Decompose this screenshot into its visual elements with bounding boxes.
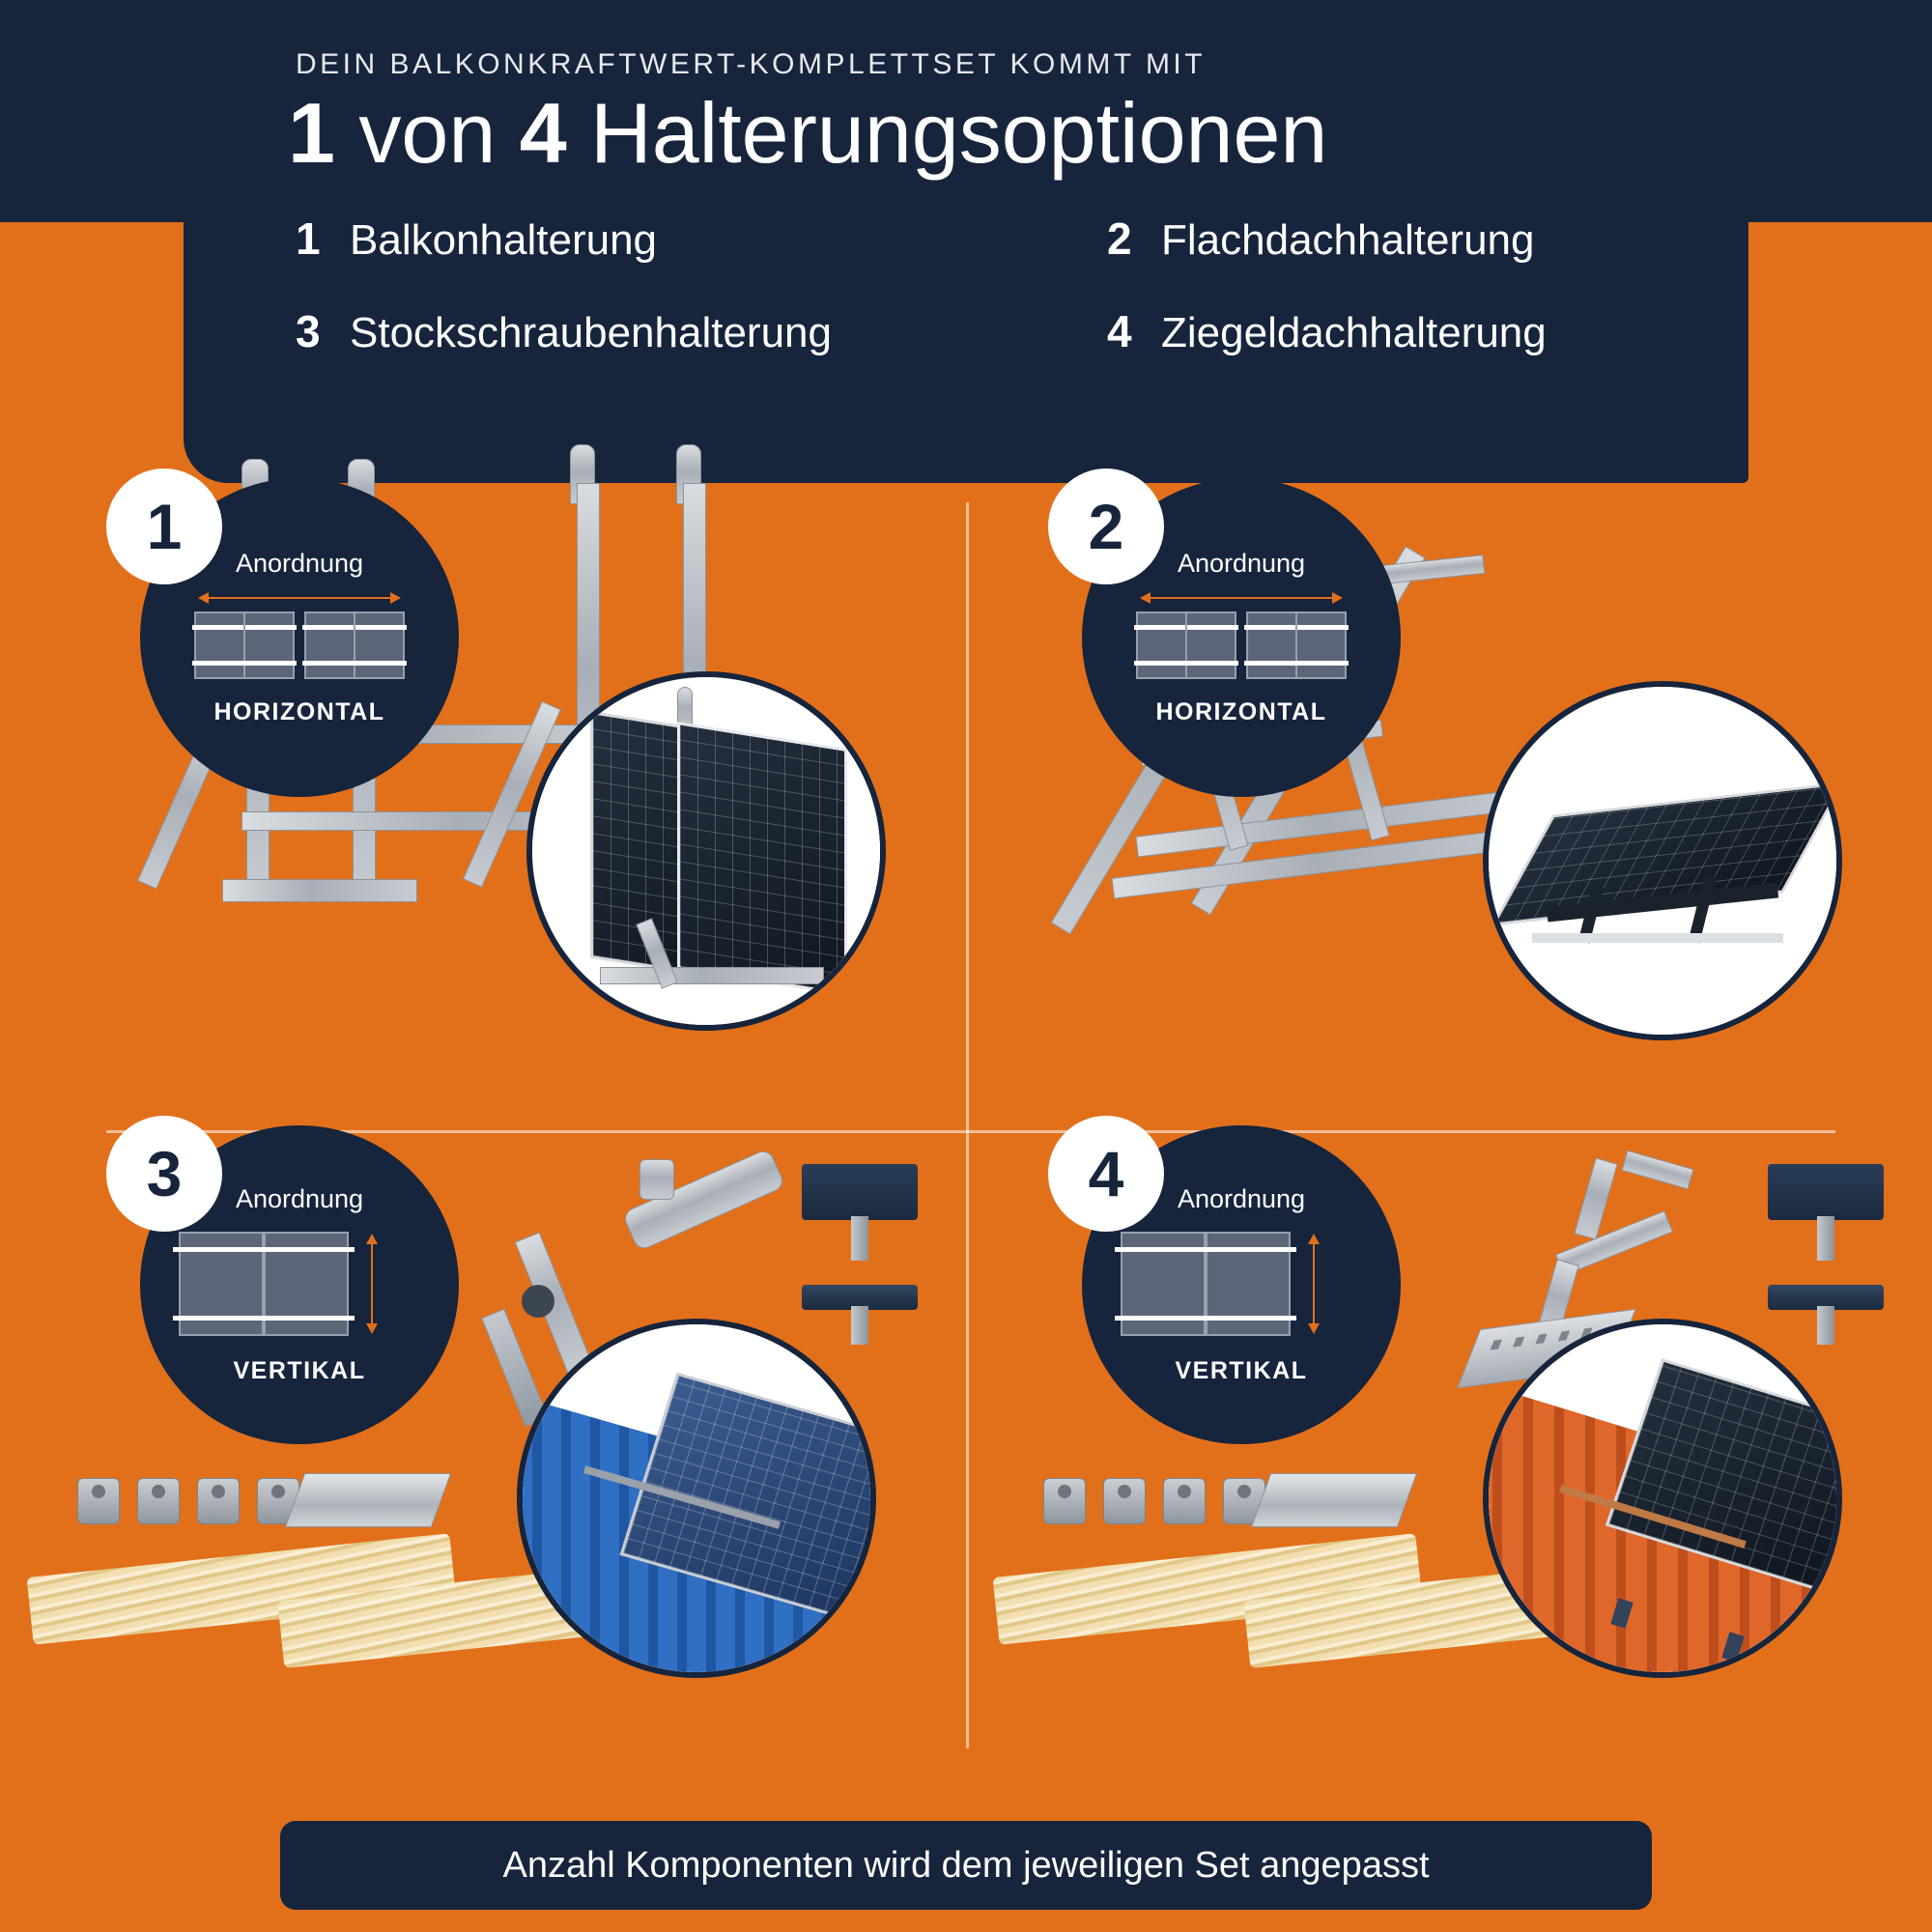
end-clamp-lower (802, 1285, 918, 1310)
roof-hook-upper-arm (1574, 1157, 1618, 1239)
arrow-horizontal-icon (1140, 590, 1343, 606)
option-number-3: 3 (296, 306, 321, 357)
option-number-2: 2 (1107, 213, 1132, 265)
arrangement-diagram-horizontal-1 (184, 590, 415, 683)
option-item-3 (296, 305, 1107, 357)
option-label-4: Ziegeldachhalterung (1161, 309, 1547, 357)
anordnung-title-4: Anordnung (1177, 1184, 1306, 1213)
anordnung-title-3: Anordnung (235, 1184, 364, 1213)
rail-connector-tray-4 (1251, 1473, 1417, 1527)
arrangement-panel (264, 1232, 349, 1336)
nut (77, 1478, 120, 1524)
option-label-2: Flachdachhalterung (1161, 216, 1535, 265)
headline-rest: Halterungsoptionen (590, 85, 1328, 181)
anordnung-title-1: Anordnung (235, 549, 364, 578)
nut (1103, 1478, 1146, 1524)
quadrant-balkonhalterung (0, 493, 966, 1130)
footer-note-text: Anzahl Komponenten wird dem jeweiligen Set angepasst (502, 1844, 1430, 1886)
arrow-vertical-icon (364, 1234, 380, 1334)
arrangement-panel (1136, 611, 1236, 679)
anordnung-footer-3: VERTIKAL (233, 1357, 366, 1384)
roof-hook-tip (1621, 1151, 1693, 1190)
arrangement-diagram-horizontal-2 (1125, 590, 1357, 683)
option-item-2 (1107, 213, 1706, 265)
quadrant-badge-1: 1 (106, 469, 222, 584)
hanger-bolt-nut (639, 1159, 674, 1200)
nut (1163, 1478, 1206, 1524)
option-label-1: Balkonhalterung (350, 216, 658, 265)
option-item-4 (1107, 305, 1706, 357)
end-clamp-upper (802, 1164, 918, 1220)
quadrant-badge-4: 4 (1048, 1116, 1164, 1232)
nut (197, 1478, 240, 1524)
quadrant-stockschraubenhalterung (0, 1140, 966, 1777)
quadrant-badge-2: 2 (1048, 469, 1164, 584)
arrangement-panel (1121, 1232, 1206, 1336)
grid-divider-horizontal (106, 1130, 1835, 1133)
nut (137, 1478, 180, 1524)
product-photo-ziegeldachhalterung (1483, 1319, 1842, 1678)
header-panel (184, 0, 1748, 483)
nut-set-3 (77, 1478, 299, 1524)
product-photo-stockschraubenhalterung (517, 1319, 876, 1678)
headline-middle-word: von (358, 85, 497, 181)
quadrant-badge-3: 3 (106, 1116, 222, 1232)
anordnung-footer-2: HORIZONTAL (1155, 698, 1327, 725)
arrangement-panel (179, 1232, 264, 1336)
page-title (288, 85, 1690, 181)
header-kicker: DEIN BALKONKRAFTWERT-KOMPLETTSET KOMMT MIT (296, 48, 1207, 80)
arrangement-panel (1246, 611, 1347, 679)
balcony-foot-1 (222, 879, 417, 902)
option-number-4: 4 (1107, 306, 1132, 357)
nut-set-4 (1043, 1478, 1265, 1524)
end-clamp-lower-4 (1768, 1285, 1884, 1310)
pv-module-front (677, 722, 847, 996)
headline-number-4: 4 (519, 85, 567, 181)
anordnung-footer-1: HORIZONTAL (213, 698, 385, 725)
hanger-bolt-seal (522, 1285, 554, 1318)
product-photo-balkonhalterung (526, 671, 886, 1031)
footer-note-bar (280, 1821, 1652, 1910)
quadrant-ziegeldachhalterung (966, 1140, 1932, 1777)
rail-connector-tray-3 (285, 1473, 451, 1527)
arrangement-panel (1206, 1232, 1291, 1336)
option-number-1: 1 (296, 213, 321, 265)
nut (1043, 1478, 1086, 1524)
option-item-1 (296, 213, 1107, 265)
options-list (296, 213, 1706, 357)
anordnung-title-2: Anordnung (1177, 549, 1306, 578)
arrangement-panel (304, 611, 405, 679)
option-label-3: Stockschraubenhalterung (350, 309, 832, 357)
product-photo-flachdachhalterung (1483, 681, 1842, 1040)
end-clamp-upper-4 (1768, 1164, 1884, 1220)
arrangement-panel (194, 611, 295, 679)
arrow-vertical-icon (1306, 1234, 1321, 1334)
arrow-horizontal-icon (198, 590, 401, 606)
arrangement-diagram-vertical-4 (1121, 1226, 1362, 1342)
quadrant-flachdachhalterung (966, 493, 1932, 1130)
quadrant-grid (0, 483, 1932, 1806)
arrangement-diagram-vertical-3 (179, 1226, 420, 1342)
anordnung-footer-4: VERTIKAL (1175, 1357, 1308, 1384)
headline-number-1: 1 (288, 85, 335, 181)
